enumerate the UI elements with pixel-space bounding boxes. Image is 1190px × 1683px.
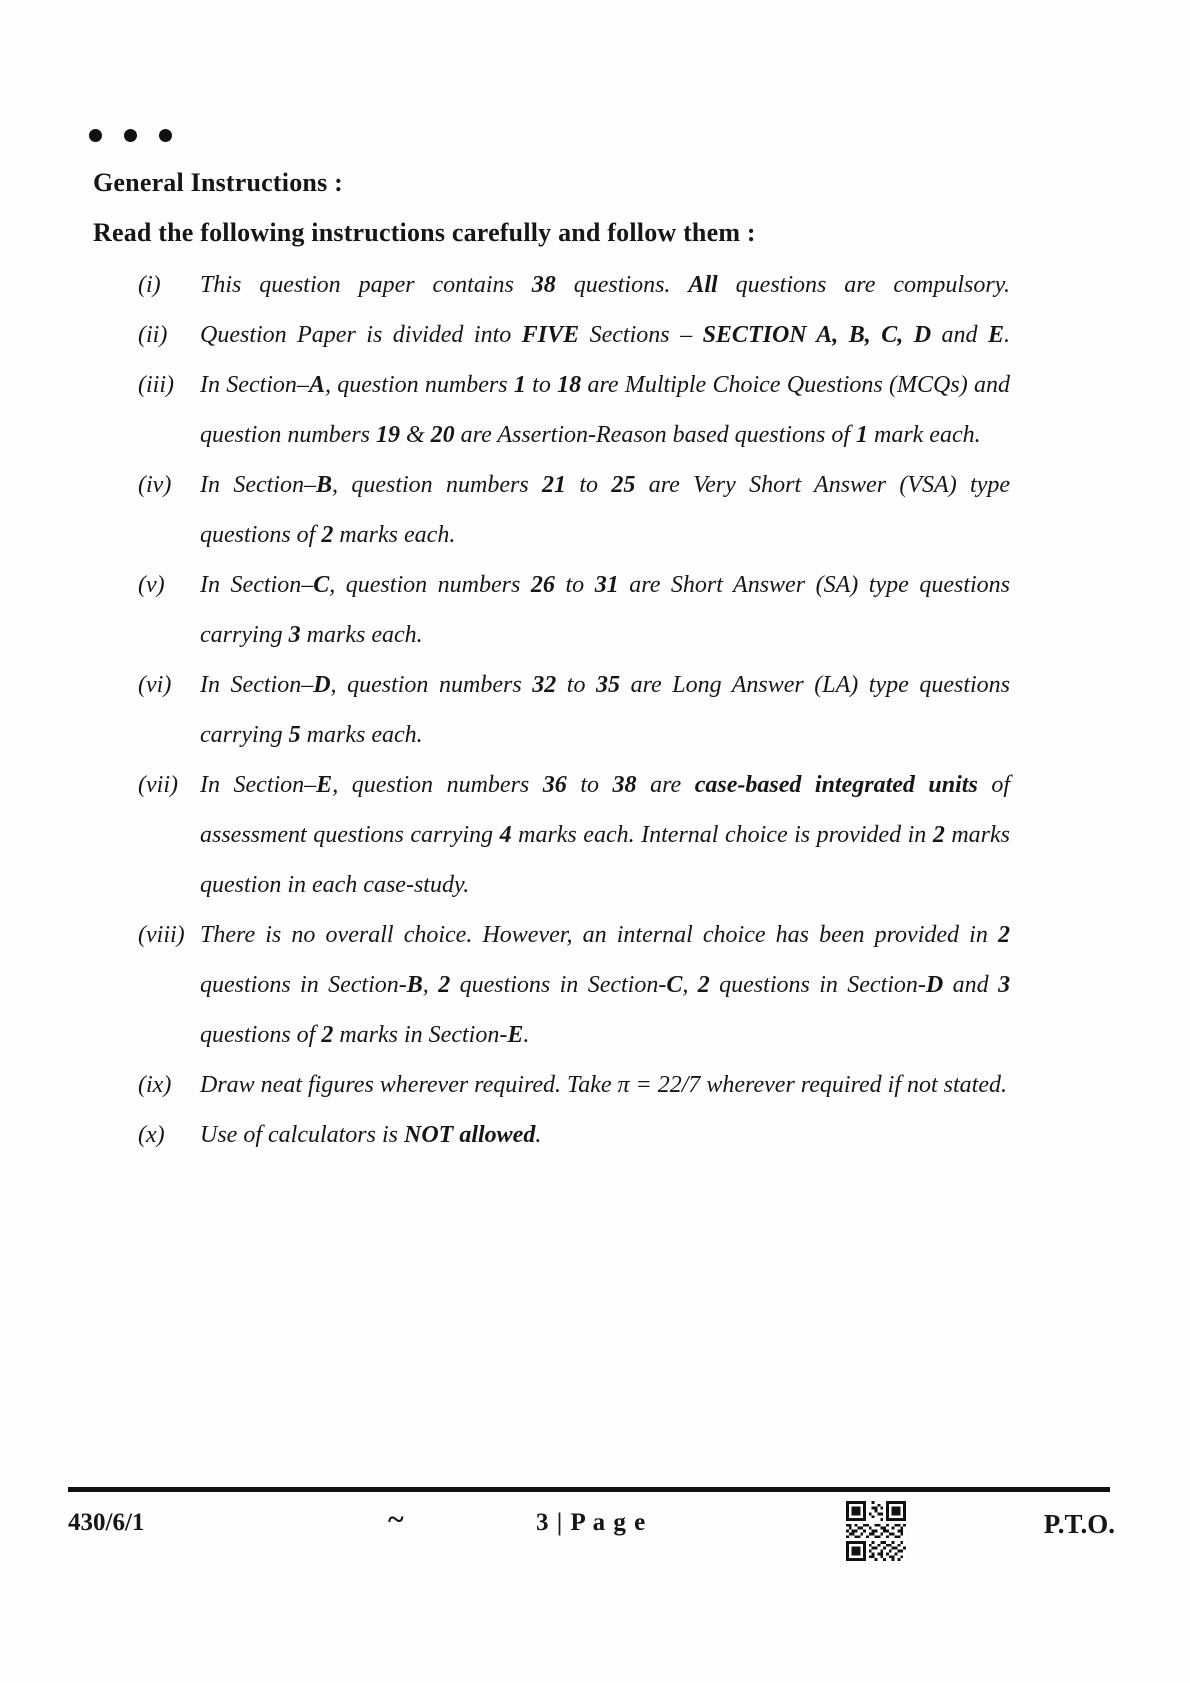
bullet-dot bbox=[89, 129, 102, 142]
general-instructions-title: General Instructions : bbox=[93, 168, 343, 197]
instruction-item bbox=[138, 260, 1010, 310]
instruction-number: (vii) bbox=[138, 772, 178, 798]
tilde-mark: ~ bbox=[388, 1503, 404, 1536]
instruction-item bbox=[138, 910, 1010, 1060]
qr-code-icon bbox=[846, 1501, 906, 1561]
instruction-list bbox=[138, 260, 1010, 1160]
instruction-text: In Section–C, question numbers 26 to 31 are Short Answer (SA) type questions carrying 3 marks each. bbox=[200, 572, 1010, 648]
bullet-dot bbox=[159, 129, 172, 142]
instruction-item bbox=[138, 360, 1010, 460]
instruction-text: Use of calculators is NOT allowed. bbox=[200, 1122, 542, 1148]
instruction-item bbox=[138, 760, 1010, 910]
instruction-text: In Section–B, question numbers 21 to 25 are Very Short Answer (VSA) type questions of 2 marks each. bbox=[200, 472, 1011, 548]
page-number: 3 | P a g e bbox=[536, 1509, 647, 1536]
bullet-dot bbox=[124, 129, 137, 142]
instruction-item bbox=[138, 560, 1010, 660]
instruction-text: In Section–A, question numbers 1 to 18 are Multiple Choice Questions (MCQs) and question numbers 19 & 20 are Assertion-Reason based questions of 1 mark each. bbox=[200, 372, 1010, 448]
instruction-number: (i) bbox=[138, 272, 161, 298]
instruction-text: There is no overall choice. However, an internal choice has been provided in 2 questions in Section-B, 2 questions in Section-C, 2 questions in Section-D and 3 questions of 2 marks in Section-E. bbox=[200, 922, 1011, 1048]
instruction-text: Question Paper is divided into FIVE Sections – SECTION A, B, C, D and E. bbox=[200, 322, 1011, 348]
page-footer bbox=[68, 1503, 1115, 1573]
instruction-item bbox=[138, 1110, 1010, 1160]
footer-divider bbox=[68, 1487, 1110, 1492]
instruction-item bbox=[138, 460, 1010, 560]
instruction-text: In Section–D, question numbers 32 to 35 are Long Answer (LA) type questions carrying 5 marks each. bbox=[200, 672, 1011, 748]
instruction-number: (v) bbox=[138, 572, 165, 598]
instruction-item bbox=[138, 660, 1010, 760]
instruction-number: (iv) bbox=[138, 472, 172, 498]
instruction-text: Draw neat figures wherever required. Take π = 22/7 wherever required if not stated. bbox=[200, 1072, 1007, 1098]
instruction-text: This question paper contains 38 questions. All questions are compulsory. bbox=[200, 272, 1010, 298]
instruction-number: (x) bbox=[138, 1122, 165, 1148]
instruction-number: (vi) bbox=[138, 672, 172, 698]
instruction-item bbox=[138, 310, 1010, 360]
instruction-item bbox=[138, 1060, 1010, 1110]
instruction-number: (iii) bbox=[138, 372, 174, 398]
instruction-number: (ii) bbox=[138, 322, 168, 348]
instruction-number: (viii) bbox=[138, 922, 185, 948]
top-bullets bbox=[89, 129, 172, 142]
paper-code: 430/6/1 bbox=[68, 1509, 145, 1536]
instruction-text: In Section–E, question numbers 36 to 38 are case-based integrated units of assessment questions carrying 4 marks each. Internal choice is provided in 2 marks question in each case-study. bbox=[200, 772, 1011, 898]
instruction-number: (ix) bbox=[138, 1072, 172, 1098]
general-instructions-subtitle: Read the following instructions carefully and follow them : bbox=[93, 218, 756, 247]
pto-label: P.T.O. bbox=[1043, 1509, 1115, 1539]
